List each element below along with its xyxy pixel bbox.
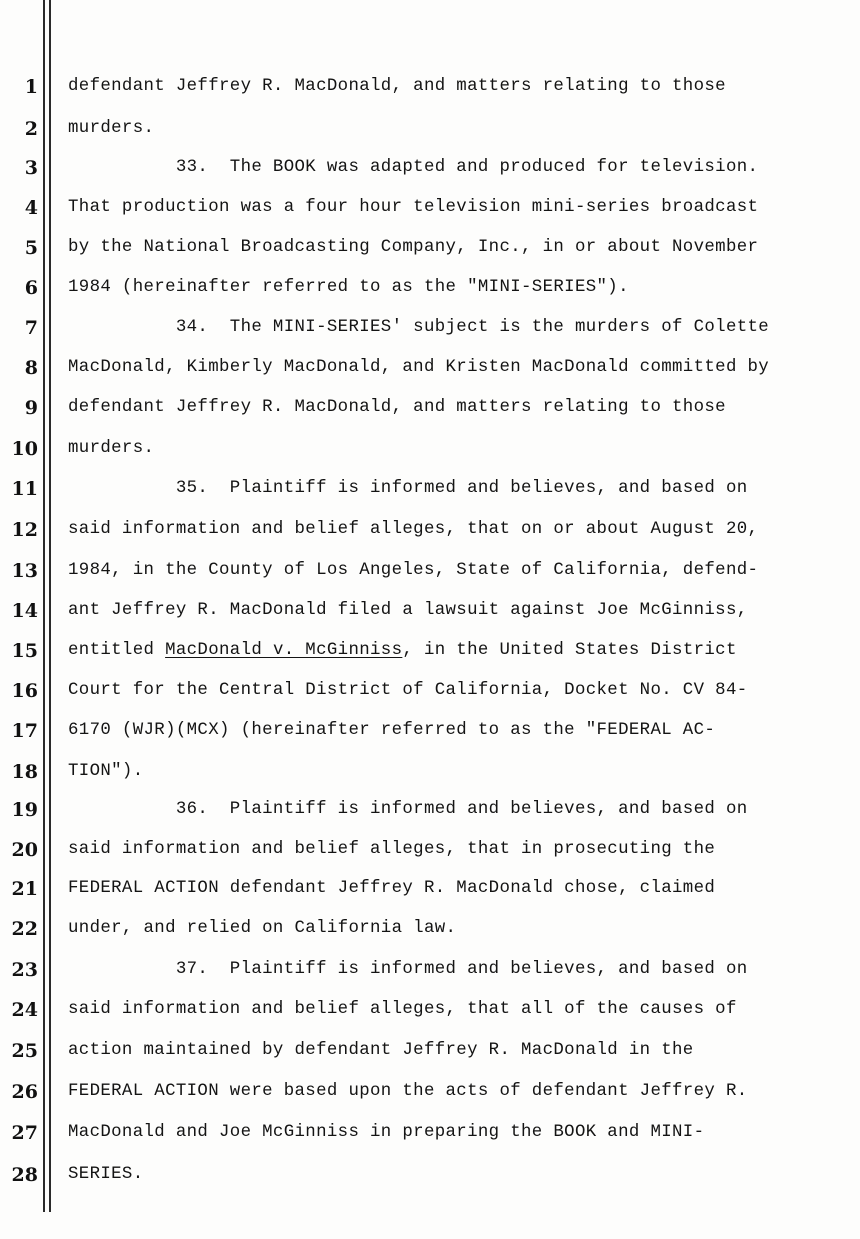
document-line [0, 474, 860, 504]
document-line [0, 676, 860, 706]
document-line [0, 955, 860, 985]
line-number: 9 [24, 397, 38, 419]
line-number: 19 [11, 799, 38, 821]
document-line [0, 795, 860, 825]
document-line [0, 72, 860, 102]
document-line [0, 556, 860, 586]
line-text: by the National Broadcasting Company, Inc., in or about November [68, 238, 759, 257]
line-number: 10 [11, 438, 38, 460]
line-number: 16 [11, 680, 38, 702]
line-text: action maintained by defendant Jeffrey R. MacDonald in the [68, 1041, 694, 1060]
line-number: 5 [24, 237, 38, 259]
document-line [0, 273, 860, 303]
line-number: 11 [11, 478, 38, 500]
line-text: 34. The MINI-SERIES' subject is the murders of Colette [68, 318, 770, 337]
line-text: 33. The BOOK was adapted and produced for television. [68, 158, 759, 177]
document-line [0, 193, 860, 223]
document-line [0, 716, 860, 746]
document-line [0, 1036, 860, 1066]
document-line [0, 313, 860, 343]
line-text: defendant Jeffrey R. MacDonald, and matters relating to those [68, 398, 726, 417]
document-line [0, 393, 860, 423]
line-number: 25 [11, 1040, 38, 1062]
line-text: 6170 (WJR)(MCX) (hereinafter referred to as the "FEDERAL AC- [68, 721, 716, 740]
line-text: 35. Plaintiff is informed and believes, and based on [68, 479, 748, 498]
line-text: MacDonald and Joe McGinniss in preparing the BOOK and MINI- [68, 1123, 705, 1142]
line-text: under, and relied on California law. [68, 919, 457, 938]
line-number: 20 [11, 839, 38, 861]
line-number: 28 [11, 1164, 38, 1186]
document-line [0, 434, 860, 464]
document-line [0, 874, 860, 904]
document-line [0, 515, 860, 545]
line-text-post: , in the United States District [402, 641, 737, 660]
line-text: Court for the Central District of California, Docket No. CV 84- [68, 681, 748, 700]
line-number: 24 [11, 999, 38, 1021]
line-text: FEDERAL ACTION were based upon the acts of defendant Jeffrey R. [68, 1082, 748, 1101]
line-text: 1984, in the County of Los Angeles, State of California, defend- [68, 561, 759, 580]
line-text: 1984 (hereinafter referred to as the "MINI-SERIES"). [68, 278, 629, 297]
document-line [0, 757, 860, 787]
document-line [0, 596, 860, 626]
line-number: 26 [11, 1081, 38, 1103]
line-text: MacDonald, Kimberly MacDonald, and Kristen MacDonald committed by [68, 358, 770, 377]
line-number: 12 [11, 519, 38, 541]
line-text: ant Jeffrey R. MacDonald filed a lawsuit against Joe McGinniss, [68, 601, 748, 620]
line-number: 2 [24, 118, 38, 140]
line-text: FEDERAL ACTION defendant Jeffrey R. MacDonald chose, claimed [68, 879, 716, 898]
document-line [0, 153, 860, 183]
document-line [0, 636, 860, 666]
document-line [0, 835, 860, 865]
document-line [0, 353, 860, 383]
line-number: 14 [11, 600, 38, 622]
line-text: 37. Plaintiff is informed and believes, and based on [68, 960, 748, 979]
line-text-pre: entitled [68, 641, 166, 660]
line-text: SERIES. [68, 1165, 144, 1184]
line-text: defendant Jeffrey R. MacDonald, and matters relating to those [68, 77, 726, 96]
line-number: 22 [11, 918, 38, 940]
line-text: TION"). [68, 762, 144, 781]
line-text: murders. [68, 119, 155, 138]
document-line [0, 114, 860, 144]
document-line [0, 1118, 860, 1148]
line-number: 7 [24, 317, 38, 339]
line-number: 15 [11, 640, 38, 662]
case-citation: MacDonald v. McGinniss [165, 641, 403, 660]
line-text: said information and belief alleges, that on or about August 20, [68, 520, 759, 539]
line-number: 1 [24, 76, 38, 98]
document-line [0, 233, 860, 263]
line-text: said information and belief alleges, that all of the causes of [68, 1000, 737, 1019]
line-number: 27 [11, 1122, 38, 1144]
document-line [0, 914, 860, 944]
line-number: 13 [11, 560, 38, 582]
line-number: 18 [11, 761, 38, 783]
document-line [0, 995, 860, 1025]
line-text [68, 636, 737, 666]
line-number: 4 [24, 197, 38, 219]
line-text: 36. Plaintiff is informed and believes, and based on [68, 800, 748, 819]
line-number: 6 [24, 277, 38, 299]
line-text: murders. [68, 439, 155, 458]
document-line [0, 1077, 860, 1107]
line-text: That production was a four hour television mini-series broadcast [68, 198, 759, 217]
line-number: 21 [11, 878, 38, 900]
line-number: 17 [11, 720, 38, 742]
line-number: 23 [11, 959, 38, 981]
line-number: 8 [24, 357, 38, 379]
line-text: said information and belief alleges, that in prosecuting the [68, 840, 716, 859]
document-line [0, 1160, 860, 1190]
line-number: 3 [24, 157, 38, 179]
